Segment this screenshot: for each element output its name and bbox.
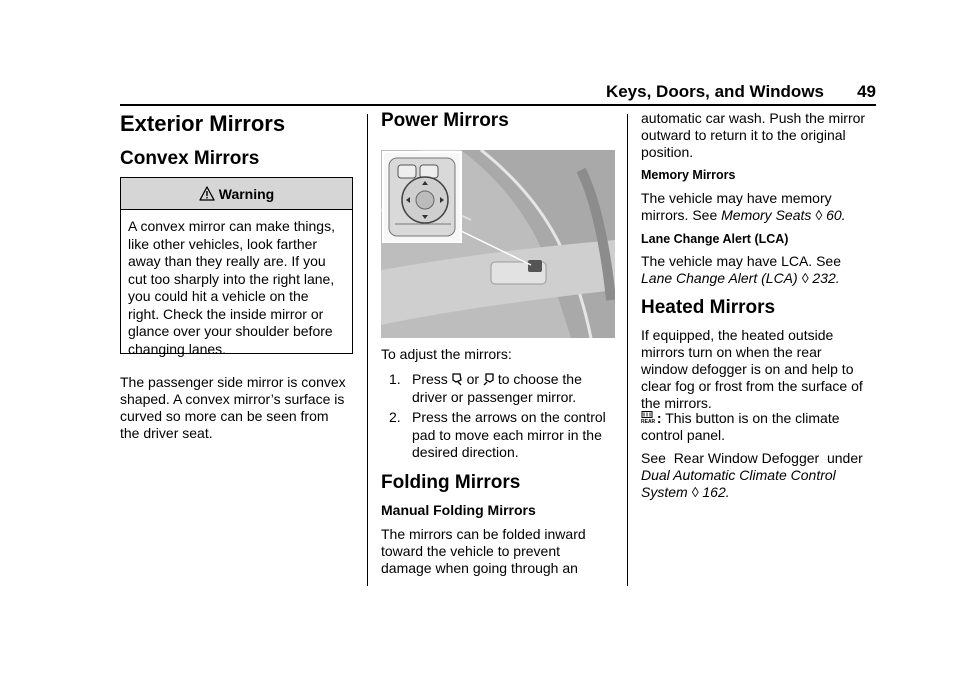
text-line: If equipped, the heated outside	[641, 327, 834, 343]
text-line: toward the vehicle to prevent	[381, 543, 560, 559]
text-span: Press	[412, 371, 448, 387]
running-header	[0, 80, 876, 104]
subheading-lca: Lane Change Alert (LCA)	[641, 232, 789, 246]
heading-heated-mirrors: Heated Mirrors	[641, 297, 776, 318]
heading-manual-folding: Manual Folding Mirrors	[381, 502, 536, 518]
warning-icon	[199, 186, 215, 201]
warning-text	[121, 210, 352, 366]
rear-label: REAR	[641, 419, 656, 425]
rear-defog-icon	[641, 411, 656, 425]
text-span: or	[466, 371, 480, 387]
lca-link[interactable]: Lane Change Alert (LCA) ◊ 232.	[641, 270, 840, 286]
text-line: The passenger side mirror is convex	[120, 374, 346, 390]
warning-line: A convex mirror can make things,	[128, 218, 335, 234]
lca-paragraph	[641, 253, 881, 287]
text-line: pad to move each mirror in the	[412, 426, 602, 443]
text-line	[641, 410, 881, 427]
mirror-control-illustration	[381, 150, 615, 338]
text-span: to choose the	[497, 371, 582, 387]
door-panel-image	[381, 150, 615, 338]
climate-control-link[interactable]: Dual Automatic Climate Control	[641, 467, 836, 483]
text-line: desired direction.	[412, 444, 519, 460]
heading-folding-mirrors: Folding Mirrors	[381, 472, 521, 493]
heated-paragraph	[641, 327, 881, 412]
memory-seats-link[interactable]: Memory Seats ◊ 60.	[721, 207, 846, 223]
text-line: The mirrors can be folded inward	[381, 526, 586, 542]
text-line: damage when going through an	[381, 560, 578, 576]
page-ref-icon: ◊	[691, 484, 699, 500]
text-line	[641, 270, 881, 287]
heading-exterior-mirrors: Exterior Mirrors	[120, 111, 286, 136]
folding-paragraph	[381, 526, 621, 577]
warning-line: cut too sharply into the right lane,	[128, 270, 335, 287]
link-text: Memory Seats	[721, 207, 812, 223]
column-divider-1	[367, 114, 368, 586]
list-number: 1.	[389, 371, 401, 387]
subheading-memory-mirrors: Memory Mirrors	[641, 168, 736, 182]
text-line: See Rear Window Defogger under	[641, 450, 863, 466]
text-span: mirrors. See	[641, 207, 718, 223]
list-item	[389, 409, 619, 463]
text-line: System ◊ 162.	[641, 484, 730, 500]
text-line: The vehicle may have memory	[641, 190, 832, 206]
warning-line: right. Check the inside mirror or	[128, 305, 324, 322]
adjust-intro: To adjust the mirrors:	[381, 346, 512, 362]
text-line: shaped. A convex mirror’s surface is	[120, 391, 345, 407]
warning-line: you could hit a vehicle on the	[128, 288, 309, 304]
text-line: curved so more can be seen from	[120, 408, 329, 424]
page-ref-icon: ◊	[815, 207, 823, 223]
memory-paragraph	[641, 190, 881, 224]
text-line: Press the arrows on the control	[412, 409, 606, 425]
warning-header	[121, 178, 352, 210]
column-divider-2	[627, 114, 628, 586]
text-line: the driver seat.	[120, 425, 213, 441]
warning-line: away than they really are. If you	[128, 253, 326, 269]
page-number: 49	[857, 82, 876, 101]
warning-line: changing lanes.	[128, 340, 227, 357]
text-line: the mirrors.	[641, 395, 712, 411]
text-line: automatic car wash. Push the mirror	[641, 110, 866, 126]
text-line: window defogger is on and help to	[641, 361, 854, 377]
list-item	[389, 371, 619, 407]
convex-paragraph	[120, 374, 360, 442]
heading-power-mirrors: Power Mirrors	[381, 110, 509, 131]
heading-convex-mirrors: Convex Mirrors	[120, 148, 260, 169]
text-span: This button is on the climate	[665, 410, 840, 426]
page-ref-number: 162	[702, 484, 726, 500]
list-number: 2.	[389, 409, 401, 425]
carwash-paragraph	[641, 110, 881, 161]
right-mirror-select-icon	[483, 372, 494, 386]
text-span: :	[656, 410, 662, 426]
text-line: control panel.	[641, 427, 726, 443]
header-rule	[120, 104, 876, 106]
warning-line: like other vehicles, look farther	[128, 235, 318, 252]
warning-title: Warning	[218, 185, 275, 202]
text-line	[641, 207, 881, 224]
page-ref-icon: ◊	[801, 270, 809, 286]
text-line: mirrors turn on when the rear	[641, 344, 822, 360]
text-line: clear fog or frost from the surface of	[641, 378, 863, 394]
warning-line: glance over your shoulder before	[128, 323, 333, 339]
page-ref-number: 60	[826, 207, 842, 223]
text-line: outward to return it to the original	[641, 127, 846, 143]
text-line: position.	[641, 144, 694, 160]
link-text: System	[641, 484, 688, 500]
section-title: Keys, Doors, and Windows	[605, 82, 824, 101]
text-line: The vehicle may have LCA. See	[641, 253, 841, 269]
warning-box	[120, 177, 353, 357]
page-ref-number: 232	[812, 270, 836, 286]
link-text: Lane Change Alert (LCA)	[641, 270, 798, 286]
left-mirror-select-icon	[452, 372, 463, 386]
see-paragraph	[641, 450, 881, 501]
rear-defog-paragraph	[641, 410, 881, 444]
text-line: driver or passenger mirror.	[412, 388, 577, 405]
